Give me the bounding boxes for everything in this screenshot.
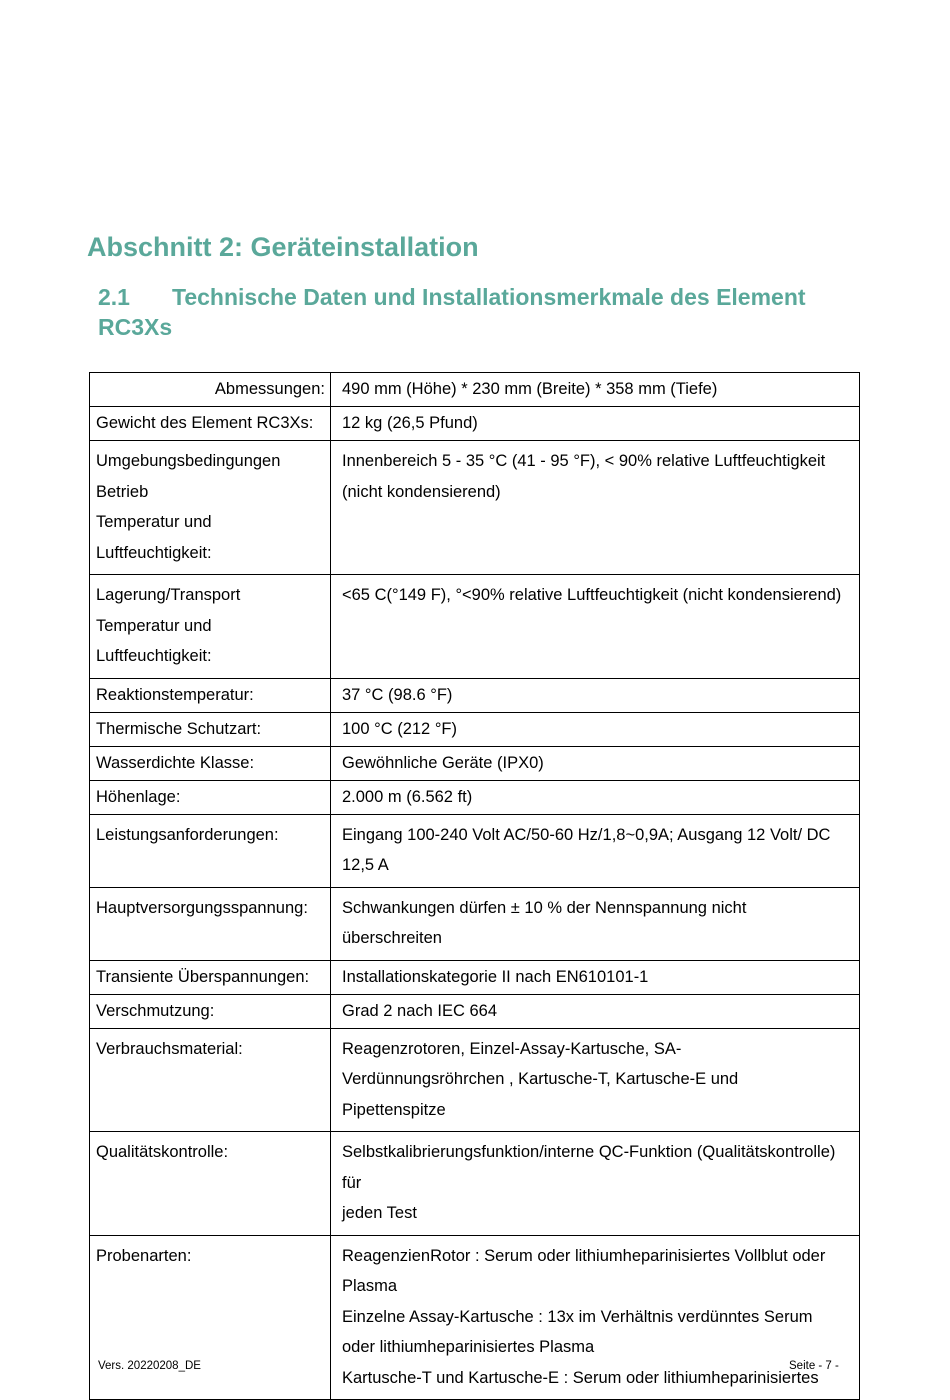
spec-row xyxy=(90,994,860,1028)
spec-value xyxy=(331,1028,860,1132)
spec-label xyxy=(90,441,331,575)
spec-table-body xyxy=(90,373,860,1400)
spec-label xyxy=(90,994,331,1028)
spec-label-line: Betrieb xyxy=(96,482,149,501)
spec-row xyxy=(90,1132,860,1236)
spec-value-line: Einzelne Assay-Kartusche : 13x im Verhältnis verdünntes Serum xyxy=(342,1307,813,1326)
spec-label-line: Temperatur und xyxy=(96,616,212,635)
spec-value xyxy=(331,814,860,887)
spec-label xyxy=(90,1235,331,1400)
spec-value xyxy=(331,373,860,407)
spec-value-line: 37 °C (98.6 °F) xyxy=(342,685,453,704)
spec-label-line: Wasserdichte Klasse: xyxy=(96,753,255,772)
subsection-title xyxy=(98,282,858,342)
spec-label-line: Reaktionstemperatur: xyxy=(96,685,254,704)
spec-label-line: Probenarten: xyxy=(96,1246,192,1265)
spec-value-line: Schwankungen dürfen ± 10 % der Nennspannung nicht xyxy=(342,898,747,917)
spec-value-line: <65 C(°149 F), °<90% relative Luftfeuchtigkeit (nicht kondensierend) xyxy=(342,586,842,604)
spec-row xyxy=(90,1235,860,1400)
spec-label-line: Verbrauchsmaterial: xyxy=(96,1039,243,1058)
spec-row xyxy=(90,960,860,994)
spec-value-line: 12 kg (26,5 Pfund) xyxy=(342,414,478,432)
spec-label xyxy=(90,814,331,887)
spec-label-line: Leistungsanforderungen: xyxy=(96,825,279,844)
spec-value xyxy=(331,960,860,994)
spec-value-line: Selbstkalibrierungsfunktion/interne QC-Funktion (Qualitätskontrolle) für xyxy=(342,1143,836,1192)
spec-label-line: Luftfeuchtigkeit: xyxy=(96,647,212,665)
spec-label xyxy=(90,780,331,814)
spec-label xyxy=(90,373,331,407)
spec-value-line: 2.000 m (6.562 ft) xyxy=(342,787,473,806)
subsection-number: 2.1 xyxy=(98,284,130,310)
spec-row xyxy=(90,1028,860,1132)
spec-row xyxy=(90,373,860,407)
spec-row xyxy=(90,780,860,814)
spec-row xyxy=(90,575,860,679)
spec-row xyxy=(90,407,860,441)
spec-value xyxy=(331,441,860,575)
spec-label-line: Hauptversorgungsspannung: xyxy=(96,898,308,917)
spec-value xyxy=(331,1132,860,1236)
footer-version: Vers. 20220208_DE xyxy=(98,1360,201,1372)
spec-label-line: Temperatur und xyxy=(96,513,212,531)
spec-label xyxy=(90,678,331,712)
spec-value-line: Eingang 100-240 Volt AC/50-60 Hz/1,8~0,9A; Ausgang 12 Volt/ DC xyxy=(342,825,831,844)
spec-row xyxy=(90,746,860,780)
spec-label xyxy=(90,887,331,960)
spec-label-line: Verschmutzung: xyxy=(96,1001,215,1020)
spec-value-line: ReagenzienRotor : Serum oder lithiumheparinisiertes Vollblut oder xyxy=(342,1246,826,1265)
spec-label-line: Lagerung/Transport xyxy=(96,586,241,604)
spec-row xyxy=(90,887,860,960)
spec-value xyxy=(331,678,860,712)
spec-value-line: Kartusche-T und Kartusche-E : Serum oder lithiumheparinisiertes xyxy=(342,1368,819,1387)
spec-value xyxy=(331,887,860,960)
spec-label xyxy=(90,712,331,746)
spec-value-line: Innenbereich 5 - 35 °C (41 - 95 °F), < 90% relative Luftfeuchtigkeit xyxy=(342,452,826,470)
spec-label xyxy=(90,746,331,780)
spec-value xyxy=(331,407,860,441)
spec-value-line: Verdünnungsröhrchen , Kartusche-T, Kartusche-E und xyxy=(342,1070,739,1088)
spec-value xyxy=(331,712,860,746)
spec-label-line: Thermische Schutzart: xyxy=(96,719,262,738)
spec-row xyxy=(90,814,860,887)
spec-value-line: überschreiten xyxy=(342,929,442,947)
footer-page-number: Seite - 7 - xyxy=(789,1360,839,1372)
spec-table xyxy=(89,372,860,1400)
spec-value xyxy=(331,780,860,814)
spec-label xyxy=(90,1028,331,1132)
spec-value-line: Pipettenspitze xyxy=(342,1100,446,1119)
spec-value xyxy=(331,746,860,780)
spec-value xyxy=(331,994,860,1028)
section-title: Abschnitt 2: Geräteinstallation xyxy=(87,232,479,262)
spec-label xyxy=(90,575,331,679)
spec-value-line: (nicht kondensierend) xyxy=(342,482,501,501)
spec-label xyxy=(90,407,331,441)
spec-row xyxy=(90,712,860,746)
spec-value-line: 12,5 A xyxy=(342,856,389,874)
spec-value-line: Grad 2 nach IEC 664 xyxy=(342,1001,498,1020)
spec-row xyxy=(90,441,860,575)
spec-label-line: Höhenlage: xyxy=(96,787,181,806)
spec-value-line: 490 mm (Höhe) * 230 mm (Breite) * 358 mm (Tiefe) xyxy=(342,380,718,398)
spec-label-line: Abmessungen: xyxy=(214,380,325,398)
spec-label xyxy=(90,1132,331,1236)
spec-label-line: Qualitätskontrolle: xyxy=(96,1143,229,1161)
subsection-title-text: Technische Daten und Installationsmerkmale des Element RC3Xs xyxy=(98,284,806,340)
spec-value-line: Installationskategorie II nach EN610101-1 xyxy=(342,967,649,986)
spec-value-line: Gewöhnliche Geräte (IPX0) xyxy=(342,753,544,772)
spec-value-line: jeden Test xyxy=(342,1204,417,1222)
spec-value-line: 100 °C (212 °F) xyxy=(342,719,457,738)
spec-row xyxy=(90,678,860,712)
spec-label-line: Gewicht des Element RC3Xs: xyxy=(96,414,314,432)
spec-value-line: oder lithiumheparinisiertes Plasma xyxy=(342,1338,595,1356)
spec-label xyxy=(90,960,331,994)
spec-value-line: Plasma xyxy=(342,1277,398,1295)
spec-value-line: Reagenzrotoren, Einzel-Assay-Kartusche, SA- xyxy=(342,1039,682,1058)
spec-value xyxy=(331,1235,860,1400)
spec-label-line: Umgebungsbedingungen xyxy=(96,452,281,470)
spec-label-line: Luftfeuchtigkeit: xyxy=(96,543,212,562)
spec-value xyxy=(331,575,860,679)
spec-label-line: Transiente Überspannungen: xyxy=(96,967,310,986)
